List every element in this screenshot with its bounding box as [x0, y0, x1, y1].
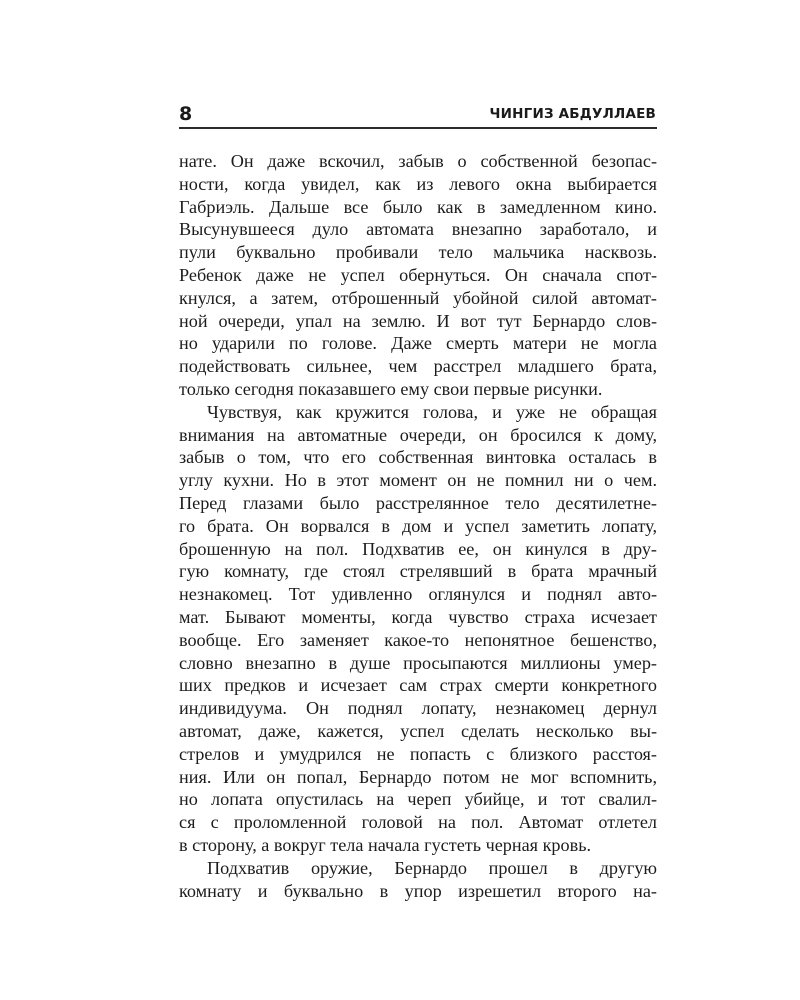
- text-line: пули буквально пробивали тело мальчика насквозь.: [179, 242, 657, 263]
- running-header: [179, 100, 657, 128]
- text-line: но лопата опустилась на череп убийце, и тот свалил-: [179, 789, 657, 810]
- text-line: словно внезапно в душе просыпаются миллионы умер-: [179, 652, 657, 673]
- text-line: Габриэль. Дальше все было как в замедленном кино.: [179, 196, 657, 217]
- text-line: ния. Или он попал, Бернардо потом не мог вспомнить,: [179, 766, 657, 787]
- text-line: гую комнату, где стоял стрелявший в брата мрачный: [179, 561, 657, 582]
- text-line: забыв о том, что его собственная винтовка осталась в: [179, 447, 657, 468]
- text-line: комнату и буквально в упор изрешетил второго на-: [179, 880, 657, 901]
- text-line: ся с проломленной головой на пол. Автомат отлетел: [179, 812, 657, 833]
- text-line: стрелов и умудрился не попасть с близкого расстоя-: [179, 743, 657, 764]
- text-line: брошенную на пол. Подхватив ее, он кинулся в дру-: [179, 538, 657, 559]
- author-name: ЧИНГИЗ АБДУЛЛАЕВ: [489, 106, 656, 122]
- text-line: мат. Бывают моменты, когда чувство страха исчезает: [179, 606, 657, 627]
- text-line: ших предков и исчезает сам страх смерти конкретного: [179, 675, 657, 696]
- text-line: ности, когда увидел, как из левого окна выбирается: [179, 173, 657, 194]
- page-number: 8: [179, 103, 193, 125]
- text-line: углу кухни. Но в этот момент он не помнил ни о чем.: [179, 470, 657, 491]
- body-text: [179, 150, 657, 902]
- text-line: Ребенок даже не успел обернуться. Он сначала спот-: [179, 264, 657, 285]
- text-line: только сегодня показавшего ему свои первые рисунки.: [179, 378, 603, 399]
- text-line: подействовать сильнее, чем расстрел младшего брата,: [179, 356, 657, 377]
- header-rule: [179, 127, 657, 129]
- text-line: внимания на автоматные очереди, он бросился к дому,: [179, 424, 657, 445]
- text-line: Подхватив оружие, Бернардо прошел в другую: [207, 857, 657, 878]
- text-line: Высунувшееся дуло автомата внезапно заработало, и: [179, 219, 657, 240]
- text-line: но ударили по голове. Даже смерть матери не могла: [179, 333, 657, 354]
- text-line: го брата. Он ворвался в дом и успел заметить лопату,: [179, 515, 657, 536]
- text-line: Перед глазами было расстрелянное тело десятилетне-: [179, 492, 657, 513]
- text-line: Чувствуя, как кружится голова, и уже не обращая: [207, 401, 657, 422]
- text-line: в сторону, а вокруг тела начала густеть черная кровь.: [179, 834, 592, 855]
- text-line: индивидуума. Он поднял лопату, незнакомец дернул: [179, 698, 657, 719]
- text-line: ной очереди, упал на землю. И вот тут Бернардо слов-: [179, 310, 657, 331]
- text-line: кнулся, а затем, отброшенный убойной силой автомат-: [179, 287, 657, 308]
- text-line: автомат, даже, кажется, успел сделать несколько вы-: [179, 720, 657, 741]
- book-page: [179, 100, 657, 900]
- text-line: нате. Он даже вскочил, забыв о собственной безопас-: [179, 151, 657, 171]
- text-line: вообще. Его заменяет какое-то непонятное бешенство,: [179, 629, 657, 650]
- text-line: незнакомец. Тот удивленно оглянулся и поднял авто-: [179, 584, 657, 605]
